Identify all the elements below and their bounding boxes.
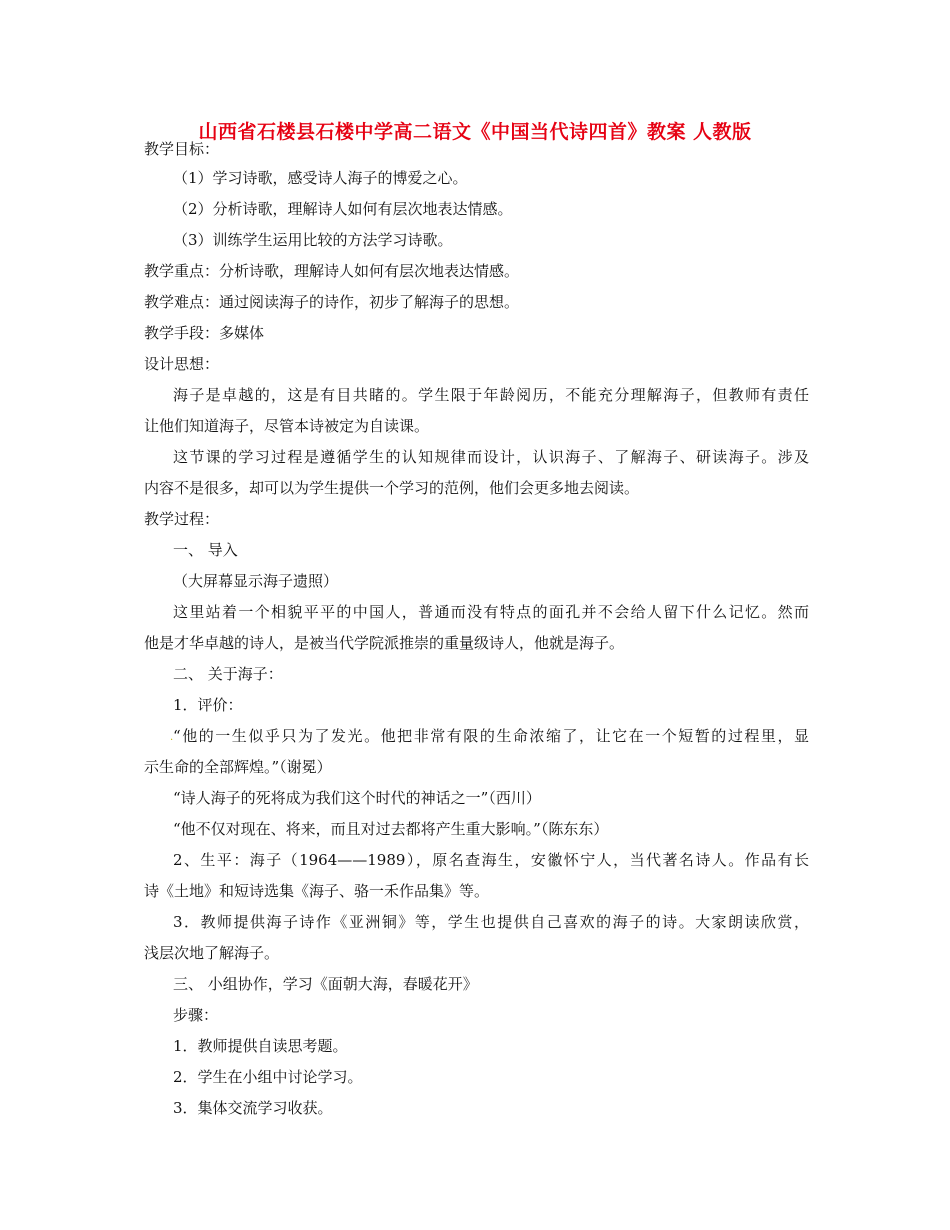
quote-line: “他不仅对现在、将来，而且对过去都将产生重大影响。”（陈东东）	[173, 820, 609, 838]
section-heading-design: 设计思想：	[144, 355, 220, 373]
difficult-point: 教学难点：通过阅读海子的诗作，初步了解海子的思想。	[144, 293, 520, 311]
quote-line: “他的一生似乎只为了发光。他把非常有限的生命浓缩了，让它在一个短暂的过程里，显	[173, 727, 809, 745]
paragraph-line: 2、生平：海子（1964——1989），原名查海生，安徽怀宁人，当代著名诗人。作品有长	[173, 851, 809, 869]
step-heading: 三、 小组协作，学习《面朝大海，春暖花开》	[173, 975, 478, 993]
paragraph-line: （大屏幕显示海子遗照）	[173, 572, 339, 590]
subheading: 步骤：	[173, 1006, 219, 1024]
key-point: 教学重点：分析诗歌，理解诗人如何有层次地表达情感。	[144, 262, 520, 280]
document-title: 山西省石楼县石楼中学高二语文《中国当代诗四首》教案 人教版	[198, 121, 752, 143]
paragraph-line: 浅层次地了解海子。	[144, 944, 280, 962]
step-heading: 一、 导入	[173, 541, 238, 559]
subheading: 1．评价：	[173, 696, 243, 714]
paragraph-line: 诗《土地》和短诗选集《海子、骆一禾作品集》等。	[144, 882, 490, 900]
paragraph-line: 内容不是很多，却可以为学生提供一个学习的范例，他们会更多地去阅读。	[144, 479, 640, 497]
objective-item: （2）分析诗歌，理解诗人如何有层次地表达情感。	[173, 200, 513, 218]
paragraph-line: 海子是卓越的，这是有目共睹的。学生限于年龄阅历，不能充分理解海子，但教师有责任	[173, 386, 809, 404]
section-heading-process: 教学过程：	[144, 510, 220, 528]
paragraph-line: 这节课的学习过程是遵循学生的认知规律而设计，认识海子、了解海子、研读海子。涉及	[173, 448, 809, 466]
section-heading-objectives: 教学目标：	[144, 140, 220, 158]
teaching-means: 教学手段：多媒体	[144, 324, 265, 342]
list-item: 1．教师提供自读思考题。	[173, 1037, 348, 1055]
step-heading: 二、 关于海子：	[173, 665, 283, 683]
paragraph-line: 让他们知道海子，尽管本诗被定为自读课。	[144, 417, 430, 435]
list-item: 3．集体交流学习收获。	[173, 1099, 333, 1117]
objective-item: （1）学习诗歌，感受诗人海子的博爱之心。	[173, 169, 468, 187]
objective-item: （3）训练学生运用比较的方法学习诗歌。	[173, 231, 453, 249]
paragraph-line: 3．教师提供海子诗作《亚洲铜》等，学生也提供自己喜欢的海子的诗。大家朗读欣赏，	[173, 913, 809, 931]
paragraph-line: 这里站着一个相貌平平的中国人，普通而没有特点的面孔并不会给人留下什么记忆。然而	[173, 603, 809, 621]
quote-line: 示生命的全部辉煌。”（谢冕）	[144, 758, 332, 776]
quote-line: “诗人海子的死将成为我们这个时代的神话之一”（西川）	[173, 789, 541, 807]
mark-dot: .	[170, 732, 174, 743]
list-item: 2．学生在小组中讨论学习。	[173, 1068, 363, 1086]
paragraph-line: 他是才华卓越的诗人，是被当代学院派推崇的重量级诗人，他就是海子。	[144, 634, 625, 652]
